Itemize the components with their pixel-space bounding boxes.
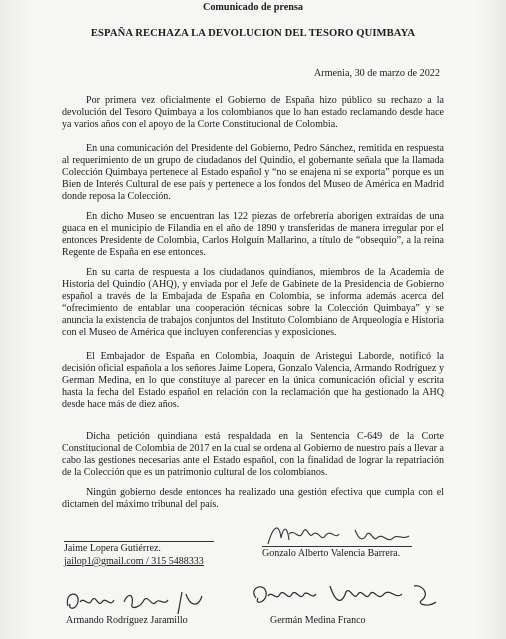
- signature-line-2: [262, 546, 412, 547]
- paragraph-4: En su carta de respuesta a los ciudadanos quindianos, miembros de la Academia de Historia del Quindío (AHQ), y enviada por el Jefe de Gabinete de la Presidencia de Gobierno español a través de la Embajada de España en Colombia, se informa además acerca del “ofrecimiento de entablar una cooperación técnicas sobre la Colección Quimbaya” y se anuncia la existencia de trabajos conjuntos del Instituto Colombiano de Arqueología e Historia con el Museo de América que incluyen conferencias y exposiciones.: [62, 267, 444, 339]
- document-header: Comunicado de prensa: [202, 2, 303, 13]
- paragraph-2: En una comunicación del Presidente del Gobierno, Pedro Sánchez, remitida en respuesta al requerimiento de un grupo de ciudadanos del Quindío, el gobernante señala que la llamada Colección Quimbaya pertenece al Estado español y “no se enajena ni se exporta” porque es un Bien de Interés Cultural de ese país y pertenece a los fondos del Museo de América en Madrid donde reposa la Colección.: [62, 143, 444, 203]
- document-title: ESPAÑA RECHAZA LA DEVOLUCION DEL TESORO QUIMBAYA: [90, 28, 416, 39]
- signature-rodriguez: [62, 586, 222, 618]
- signatory-2-name: Gonzalo Alberto Valencia Barrera.: [262, 548, 401, 559]
- signatory-3-name: Armando Rodríguez Jaramillo: [66, 615, 188, 626]
- signatory-1-name: Jaime Lopera Gutiérrez.: [64, 543, 161, 554]
- signatory-4-name: Germán Medina Franco: [270, 615, 366, 626]
- document-date: Armenia, 30 de marzo de 2022: [313, 68, 440, 79]
- paragraph-7: Ningún gobierno desde entonces ha realizado una gestión efectiva que cumpla con el dictamen del máximo tribunal del país.: [62, 487, 444, 511]
- paragraph-1: Por primera vez oficialmente el Gobierno de España hizo público su rechazo a la devolución del Tesoro Quimbaya a los colombianos que lo han estado reclamando desde hace ya varios años con el apoyo de la Corte Constitucional de Colombia.: [62, 95, 444, 131]
- signature-medina: [246, 580, 446, 614]
- signatory-1-contact: jailop1@gmail.com / 315 5488333: [64, 556, 204, 567]
- paragraph-5: El Embajador de España en Colombia, Joaquín de Aristegui Laborde, notificó la decisión oficial española a los señores Jaime Lopera, Gonzalo Valencia, Armando Rodríguez y German Medina, en lo que constituye al parecer en la única comunicación oficial y escrita hasta la fecha del Estado español en relación con la reclamación que ha gestionado la AHQ desde hace más de diez años.: [62, 351, 444, 411]
- paragraph-3: En dicho Museo se encuentran las 122 piezas de orfebrería aborigen extraídas de una guaca en el municipio de Filandia en el año de 1890 y transferidas de manera irregular por el entonces Presidente de Colombia, Carlos Holguín Mallarino, a título de “obsequio”, a la reina Regente de España en ese entonces.: [62, 211, 444, 259]
- paragraph-6: Dicha petición quindiana está respaldada en la Sentencia C-649 de la Corte Constitucional de Colombia de 2017 en la cual se ordena al Gobierno de nuestro país a llevar a cabo las gestiones necesarias ante el Estado español, con la finalidad de lograr la repatriación de la Colección que es un patrimonio cultural de los colombianos.: [62, 431, 444, 479]
- signature-line-1: [64, 541, 214, 542]
